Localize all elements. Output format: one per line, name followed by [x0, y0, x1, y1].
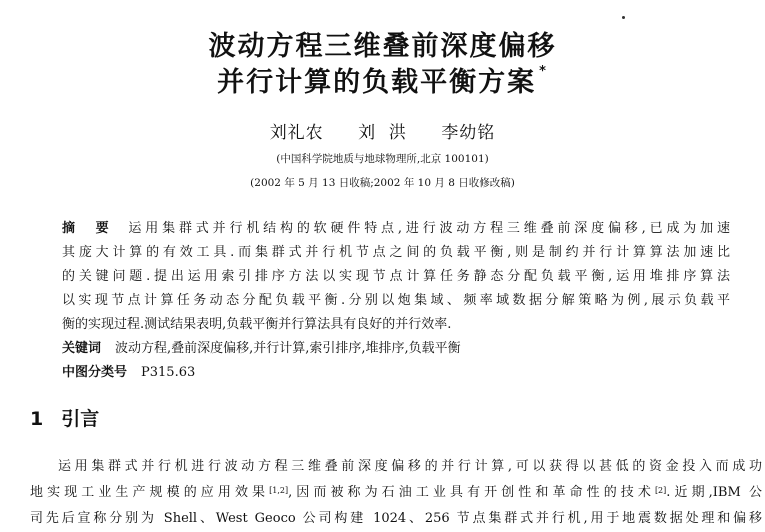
body-text-segment: 地实现工业生产规模的应用效果 — [30, 485, 270, 500]
paper-title-line-2 — [0, 60, 765, 99]
abstract-line: 其庞大计算的有效工具.而集群式并行机节点之间的负载平衡,则是制约并行计算算法加速比 — [62, 245, 730, 260]
title-footnote-mark: * — [539, 64, 548, 79]
classification — [62, 361, 730, 385]
section-number: 1 — [30, 408, 44, 430]
scan-speck — [622, 16, 625, 19]
body-text-segment: ,因而被称为石油工业具有开创性和革命性的技术 — [288, 485, 655, 500]
body-line — [30, 480, 762, 506]
abstract-line: 衡的实现过程.测试结果表明,负载平衡并行算法具有良好的并行效率. — [62, 317, 452, 332]
classification-label: 中图分类号 — [62, 365, 128, 380]
author-2: 刘 洪 — [358, 123, 407, 143]
keywords-text: 波动方程,叠前深度偏移,并行计算,索引排序,堆排序,负载平衡 — [115, 341, 461, 356]
abstract-line: 的关键问题.提出运用索引排序方法以实现节点计算任务静态分配负载平衡,运用堆排序算法 — [62, 269, 730, 284]
body-line: 司先后宣称分别为 Shell、West Geoco 公司构建 1024、256 节点集群式并行机,用于地震数据处理和偏移 — [30, 511, 762, 526]
citation-ref: [2] — [654, 486, 667, 495]
section-title: 引言 — [61, 408, 100, 430]
affiliation: (中国科学院地质与地球物理所,北京 100101) — [276, 153, 489, 165]
keywords-label: 关键词 — [62, 341, 102, 356]
author-list — [0, 118, 765, 143]
abstract — [62, 217, 730, 385]
body-text — [30, 454, 762, 532]
body-text-segment: .近期,IBM 公 — [666, 485, 762, 500]
abstract-line: 以实现节点计算任务动态分配负载平衡.分别以炮集域、频率域数据分解策略为例,展示负载平 — [62, 293, 730, 308]
classification-code: P315.63 — [141, 365, 196, 380]
paper-title-line-1 — [0, 24, 765, 63]
title-text-2: 并行计算的负载平衡方案 — [217, 67, 537, 98]
abstract-label: 摘 要 — [62, 221, 113, 236]
section-heading — [30, 404, 99, 431]
received-dates: (2002 年 5 月 13 日收稿;2002 年 10 月 8 日收修改稿) — [250, 177, 515, 189]
abstract-text: 运用集群式并行机结构的软硬件特点,进行波动方程三维叠前深度偏移,已成为加速 — [128, 221, 730, 236]
citation-ref: [1,2] — [269, 486, 289, 495]
title-text-1: 波动方程三维叠前深度偏移 — [208, 31, 557, 62]
keywords — [62, 337, 730, 361]
abstract-line — [62, 217, 730, 241]
author-1: 刘礼农 — [269, 123, 324, 143]
body-line: 运用集群式并行机进行波动方程三维叠前深度偏移的并行计算,可以获得以甚低的资金投入而成功 — [58, 459, 762, 474]
author-3: 李幼铭 — [441, 123, 496, 143]
